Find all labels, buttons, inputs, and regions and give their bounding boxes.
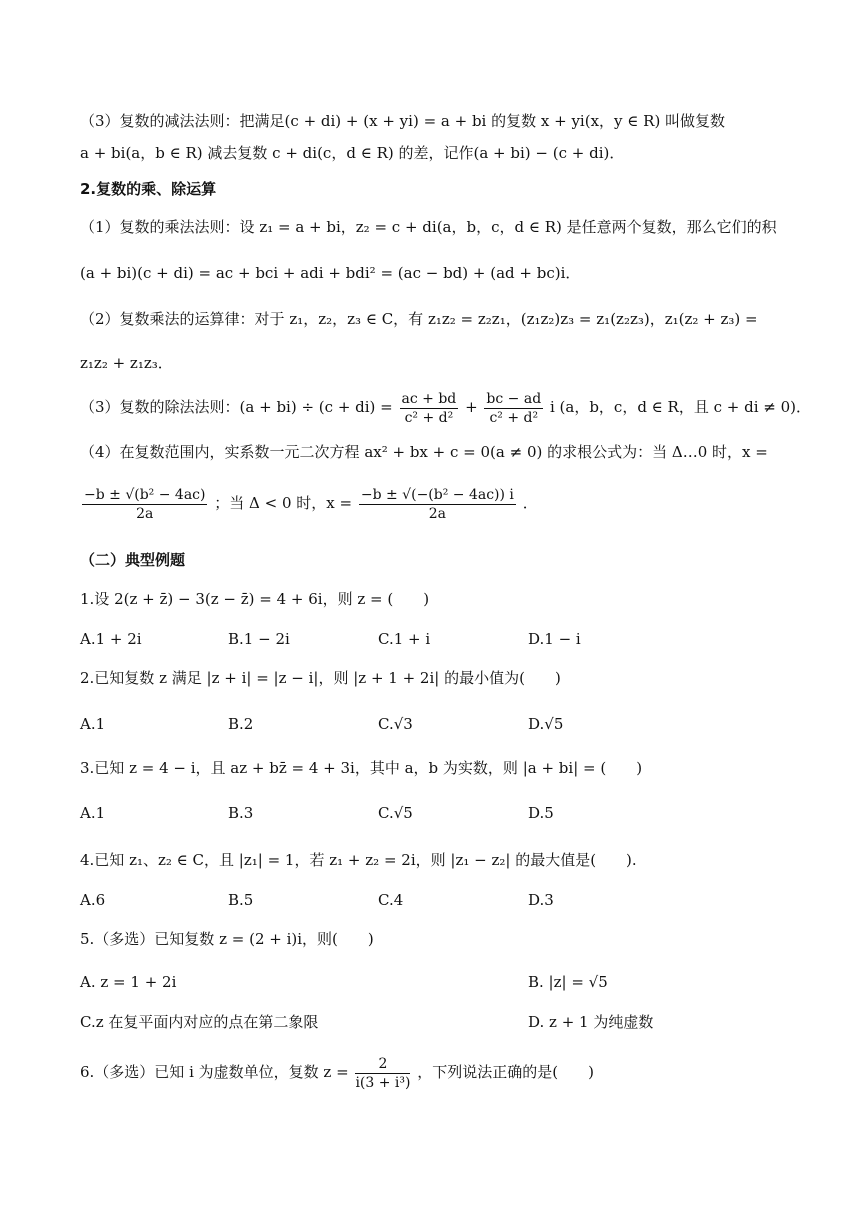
mult-law-line-1: （2）复数乘法的运算律：对于 z₁，z₂，z₃ ∈ C，有 z₁z₂ = z₂z₁，(z₁z₂)z₃ = z₁(z₂z₃)，z₁(z₂ + z₃) = (80, 310, 758, 328)
question-2-option-a: A.1 (80, 715, 106, 733)
question-2-stem: 2.已知复数 z 满足 |z + i| = |z − i|，则 |z + 1 + 2i| 的最小值为( ) (80, 669, 561, 687)
question-6-fraction (355, 1055, 410, 1092)
question-3-option-b: B.3 (228, 804, 254, 822)
quad-end-text: ． (522, 494, 538, 512)
div-rule-prefix: （3）复数的除法法则：(a + bi) ÷ (c + di) = (80, 398, 393, 416)
quadratic-line-2 (80, 483, 538, 523)
question-1-stem: 1.设 2(z + z̄) − 3(z − z̄) = 4 + 6i，则 z = ( ) (80, 590, 430, 608)
question-4-stem: 4.已知 z₁、z₂ ∈ C，且 |z₁| = 1，若 z₁ + z₂ = 2i，则 |z₁ − z₂| 的最大值是( ). (80, 851, 637, 869)
question-5-option-d: D. z + 1 为纯虚数 (528, 1013, 654, 1031)
div-fraction-1 (400, 390, 459, 427)
div-fraction-2 (484, 390, 543, 427)
mult-rule-line-2: (a + bi)(c + di) = ac + bci + adi + bdi² = (ac − bd) + (ad + bc)i． (80, 264, 581, 282)
question-1-option-a: A.1 + 2i (80, 630, 142, 648)
question-6-stem (80, 1052, 594, 1092)
question-3-stem: 3.已知 z = 4 − i，且 az + bz̄ = 4 + 3i，其中 a，b 为实数，则 |a + bi| = ( ) (80, 759, 643, 777)
question-3-options (80, 802, 780, 824)
div-fraction-2-numerator: bc − ad (486, 390, 542, 407)
question-2-options (80, 713, 780, 735)
div-fraction-1-denominator: c² + d² (404, 409, 454, 426)
question-1-option-b: B.1 − 2i (228, 630, 290, 648)
question-6-stem-suffix: ，下列说法正确的是( ) (417, 1063, 594, 1081)
div-plus-sign: + (465, 398, 478, 416)
div-rule-suffix: i (a，b，c，d ∈ R，且 c + di ≠ 0)． (549, 398, 812, 416)
div-fraction-2-denominator: c² + d² (489, 409, 539, 426)
question-4-option-d: D.3 (528, 891, 554, 909)
question-2-option-c: C.√3 (378, 715, 413, 733)
question-6-fraction-denominator: i(3 + i³) (355, 1074, 411, 1091)
mult-law-line-2: z₁z₂ + z₁z₃． (80, 354, 173, 372)
quad-fraction-1-numerator: −b ± √(b² − 4ac) (84, 486, 206, 503)
question-5-options-row-1 (80, 971, 780, 993)
question-3-option-d: D.5 (528, 804, 554, 822)
quad-fraction-2-denominator: 2a (428, 505, 447, 522)
question-5-options-row-2 (80, 1011, 780, 1033)
question-4-option-a: A.6 (80, 891, 106, 909)
question-5-option-b: B. |z| = √5 (528, 973, 608, 991)
question-1-option-c: C.1 + i (378, 630, 431, 648)
rule-subtraction-line-2: a + bi(a，b ∈ R) 减去复数 c + di(c，d ∈ R) 的差，记作(a + bi) − (c + di)． (80, 144, 625, 162)
question-3-option-c: C.√5 (378, 804, 413, 822)
quad-fraction-1 (82, 486, 207, 523)
question-6-stem-prefix: 6.（多选）已知 i 为虚数单位，复数 z = (80, 1063, 349, 1081)
question-1-option-d: D.1 − i (528, 630, 581, 648)
question-1-options (80, 628, 780, 650)
section-title-examples: （二）典型例题 (80, 551, 186, 569)
question-4-option-b: B.5 (228, 891, 254, 909)
quad-fraction-2 (359, 486, 516, 523)
question-5-option-c: C.z 在复平面内对应的点在第二象限 (80, 1013, 319, 1031)
mult-rule-line-1: （1）复数的乘法法则：设 z₁ = a + bi，z₂ = c + di(a，b，c，d ∈ R) 是任意两个复数，那么它们的积 (80, 218, 777, 236)
div-rule-line (80, 387, 811, 427)
section-title-mult-div: 2.复数的乘、除运算 (80, 180, 217, 198)
question-6-fraction-numerator: 2 (355, 1055, 410, 1074)
question-2-option-d: D.√5 (528, 715, 564, 733)
quad-fraction-1-denominator: 2a (136, 505, 154, 522)
quadratic-line-1: （4）在复数范围内，实系数一元二次方程 ax² + bx + c = 0(a ≠ 0) 的求根公式为：当 Δ…0 时，x = (80, 443, 768, 461)
question-5-stem: 5.（多选）已知复数 z = (2 + i)i，则( ) (80, 930, 374, 948)
question-3-option-a: A.1 (80, 804, 106, 822)
question-2-option-b: B.2 (228, 715, 254, 733)
quad-middle-text: ；当 Δ < 0 时，x = (214, 494, 353, 512)
rule-subtraction-line-1: （3）复数的减法法则：把满足(c + di) + (x + yi) = a + bi 的复数 x + yi(x，y ∈ R) 叫做复数 (80, 112, 726, 130)
question-5-option-a: A. z = 1 + 2i (80, 973, 177, 991)
question-4-options (80, 889, 780, 911)
question-4-option-c: C.4 (378, 891, 404, 909)
div-fraction-1-numerator: ac + bd (401, 390, 457, 407)
quad-fraction-2-numerator: −b ± √(−(b² − 4ac)) i (360, 486, 514, 503)
